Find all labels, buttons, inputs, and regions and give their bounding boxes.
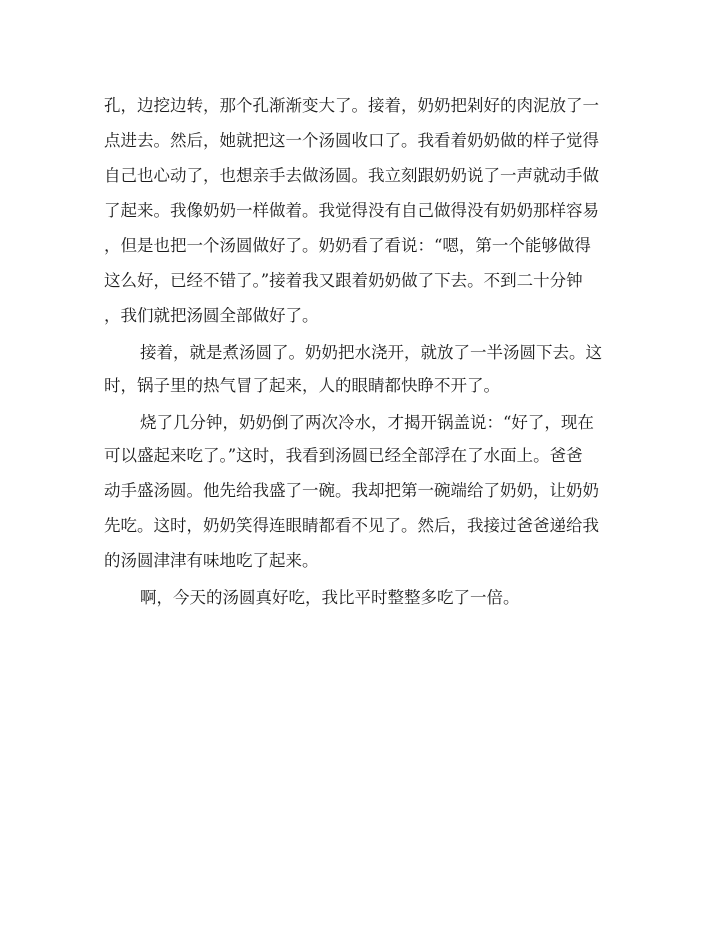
paragraph-1-line-6: 这么好，已经不错了。”接着我又跟着奶奶做了下去。不到二十分钟 (104, 271, 583, 290)
paragraph-4-line-1: 啊，今天的汤圆真好吃，我比平时整整多吃了一倍。 (140, 588, 520, 607)
paragraph-3-line-5: 的汤圆津津有味地吃了起来。 (104, 551, 319, 570)
paragraph-3-line-2: 可以盛起来吃了。”这时，我看到汤圆已经全部浮在了水面上。爸爸 (104, 446, 583, 465)
paragraph-2-line-1: 接着，就是煮汤圆了。奶奶把水浇开，就放了一半汤圆下去。这 (140, 343, 602, 362)
paragraph-3-line-4: 先吃。这时，奶奶笑得连眼睛都看不见了。然后，我接过爸爸递给我 (104, 516, 599, 535)
paragraph-1-line-2: 点进去。然后，她就把这一个汤圆收口了。我看着奶奶做的样子觉得 (104, 131, 599, 150)
paragraph-1-line-3: 自己也心动了，也想亲手去做汤圆。我立刻跟奶奶说了一声就动手做 (104, 166, 599, 185)
paragraph-2-line-2: 时，锅子里的热气冒了起来，人的眼睛都快睁不开了。 (104, 376, 500, 395)
paragraph-3-line-1: 烧了几分钟，奶奶倒了两次冷水，才揭开锅盖说：“好了，现在 (140, 413, 594, 432)
paragraph-1-line-5: ，但是也把一个汤圆做好了。奶奶看了看说：“嗯，第一个能够做得 (104, 236, 591, 255)
paragraph-1-line-4: 了起来。我像奶奶一样做着。我觉得没有自己做得没有奶奶那样容易 (104, 201, 599, 220)
paragraph-1-line-7: ，我们就把汤圆全部做好了。 (104, 306, 319, 325)
paragraph-3-line-3: 动手盛汤圆。他先给我盛了一碗。我却把第一碗端给了奶奶，让奶奶 (104, 481, 599, 500)
paragraph-1-line-1: 孔，边挖边转，那个孔渐渐变大了。接着，奶奶把剁好的肉泥放了一 (104, 96, 599, 115)
